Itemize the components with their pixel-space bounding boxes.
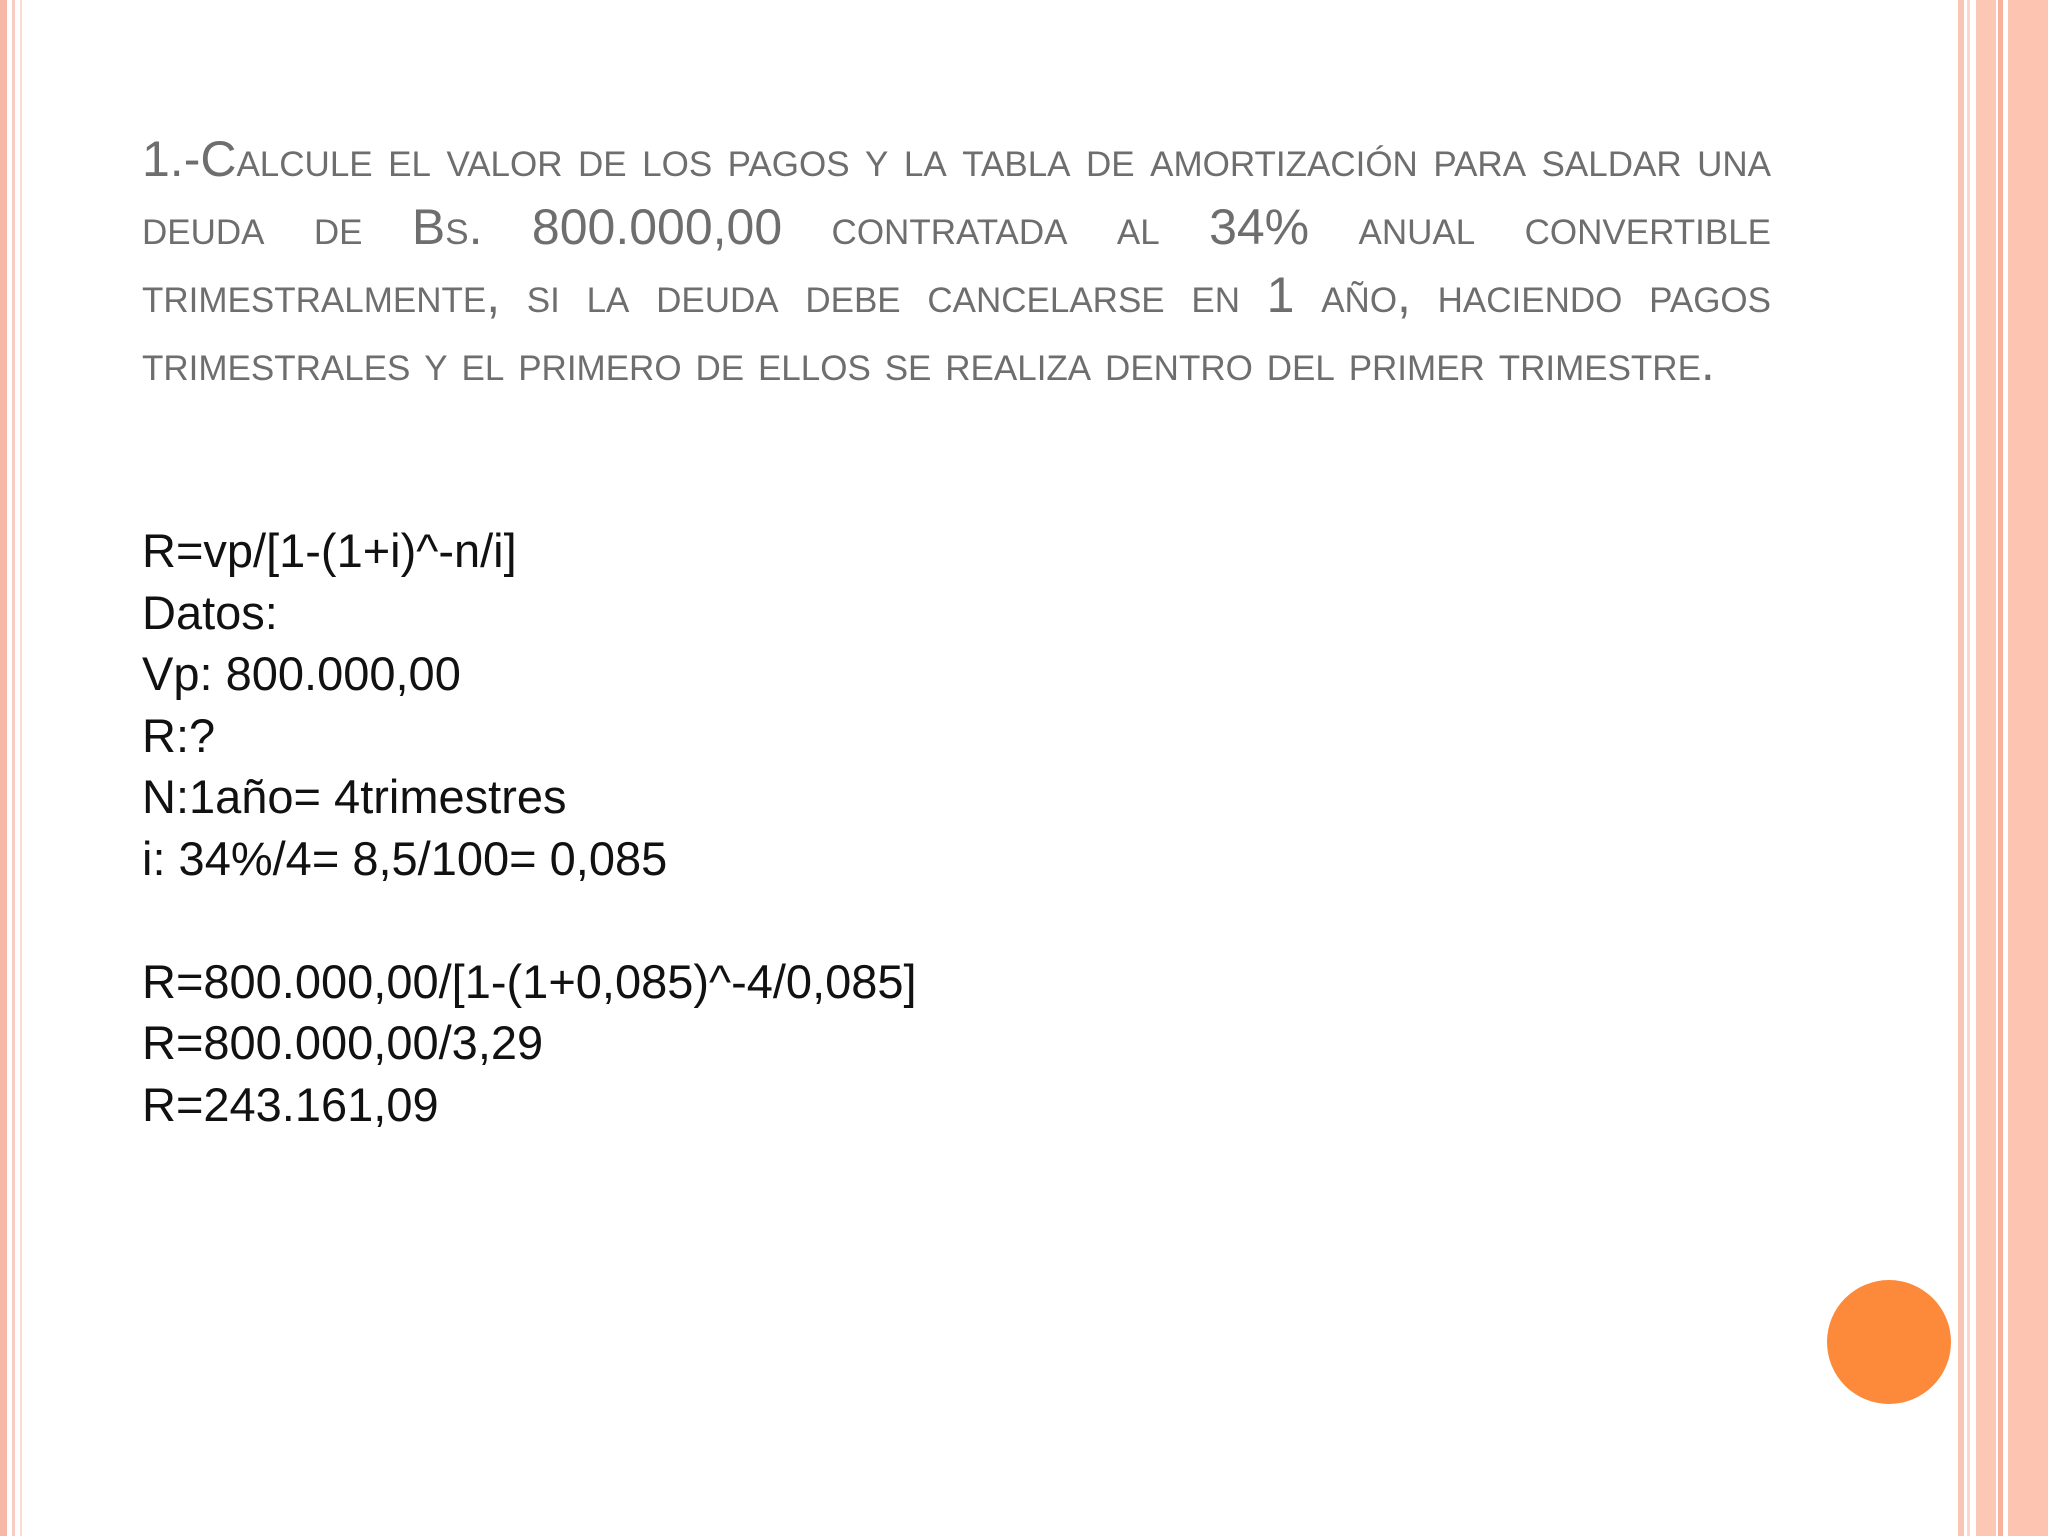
- slide-body: [142, 520, 1542, 1135]
- datos-label: Datos:: [142, 585, 278, 639]
- right-border-stripe-5: [2008, 0, 2048, 1536]
- right-border-stripe-1: [1958, 0, 1964, 1536]
- right-border-stripe-2: [1967, 0, 1970, 1536]
- accent-circle: [1827, 1280, 1951, 1404]
- left-border-stripe-faint: [20, 0, 22, 1536]
- i-line: i: 34%/4= 8,5/100= 0,085: [142, 831, 668, 885]
- vp-line: Vp: 800.000,00: [142, 647, 461, 700]
- r-unknown-line: R:?: [142, 708, 216, 762]
- n-line: N:1año= 4trimestres: [142, 770, 567, 823]
- result-line: R=243.161,09: [142, 1077, 439, 1131]
- calc-line-1: R=800.000,00/[1-(1+0,085)^-4/0,085]: [142, 954, 917, 1008]
- left-border-stripe-thin: [12, 0, 15, 1536]
- formula-line: R=vp/[1-(1+i)^-n/i]: [142, 524, 517, 577]
- left-border-stripe: [0, 0, 7, 1536]
- right-border-stripe-3: [1976, 0, 1996, 1536]
- blank-line: [142, 889, 1542, 951]
- calc-line-2: R=800.000,00/3,29: [142, 1016, 544, 1069]
- slide-title: 1.-Calcule el valor de los pagos y la tabla de amortización para saldar una deuda de Bs. 800.000,00 contratada al 34% anual convertible trimestralmente, si la deuda debe cancelarse en 1 año, haciendo pagos trimestrales y el primero de ellos se realiza dentro del primer trimestre.: [142, 131, 1771, 391]
- right-border-stripe-4: [1998, 0, 2003, 1536]
